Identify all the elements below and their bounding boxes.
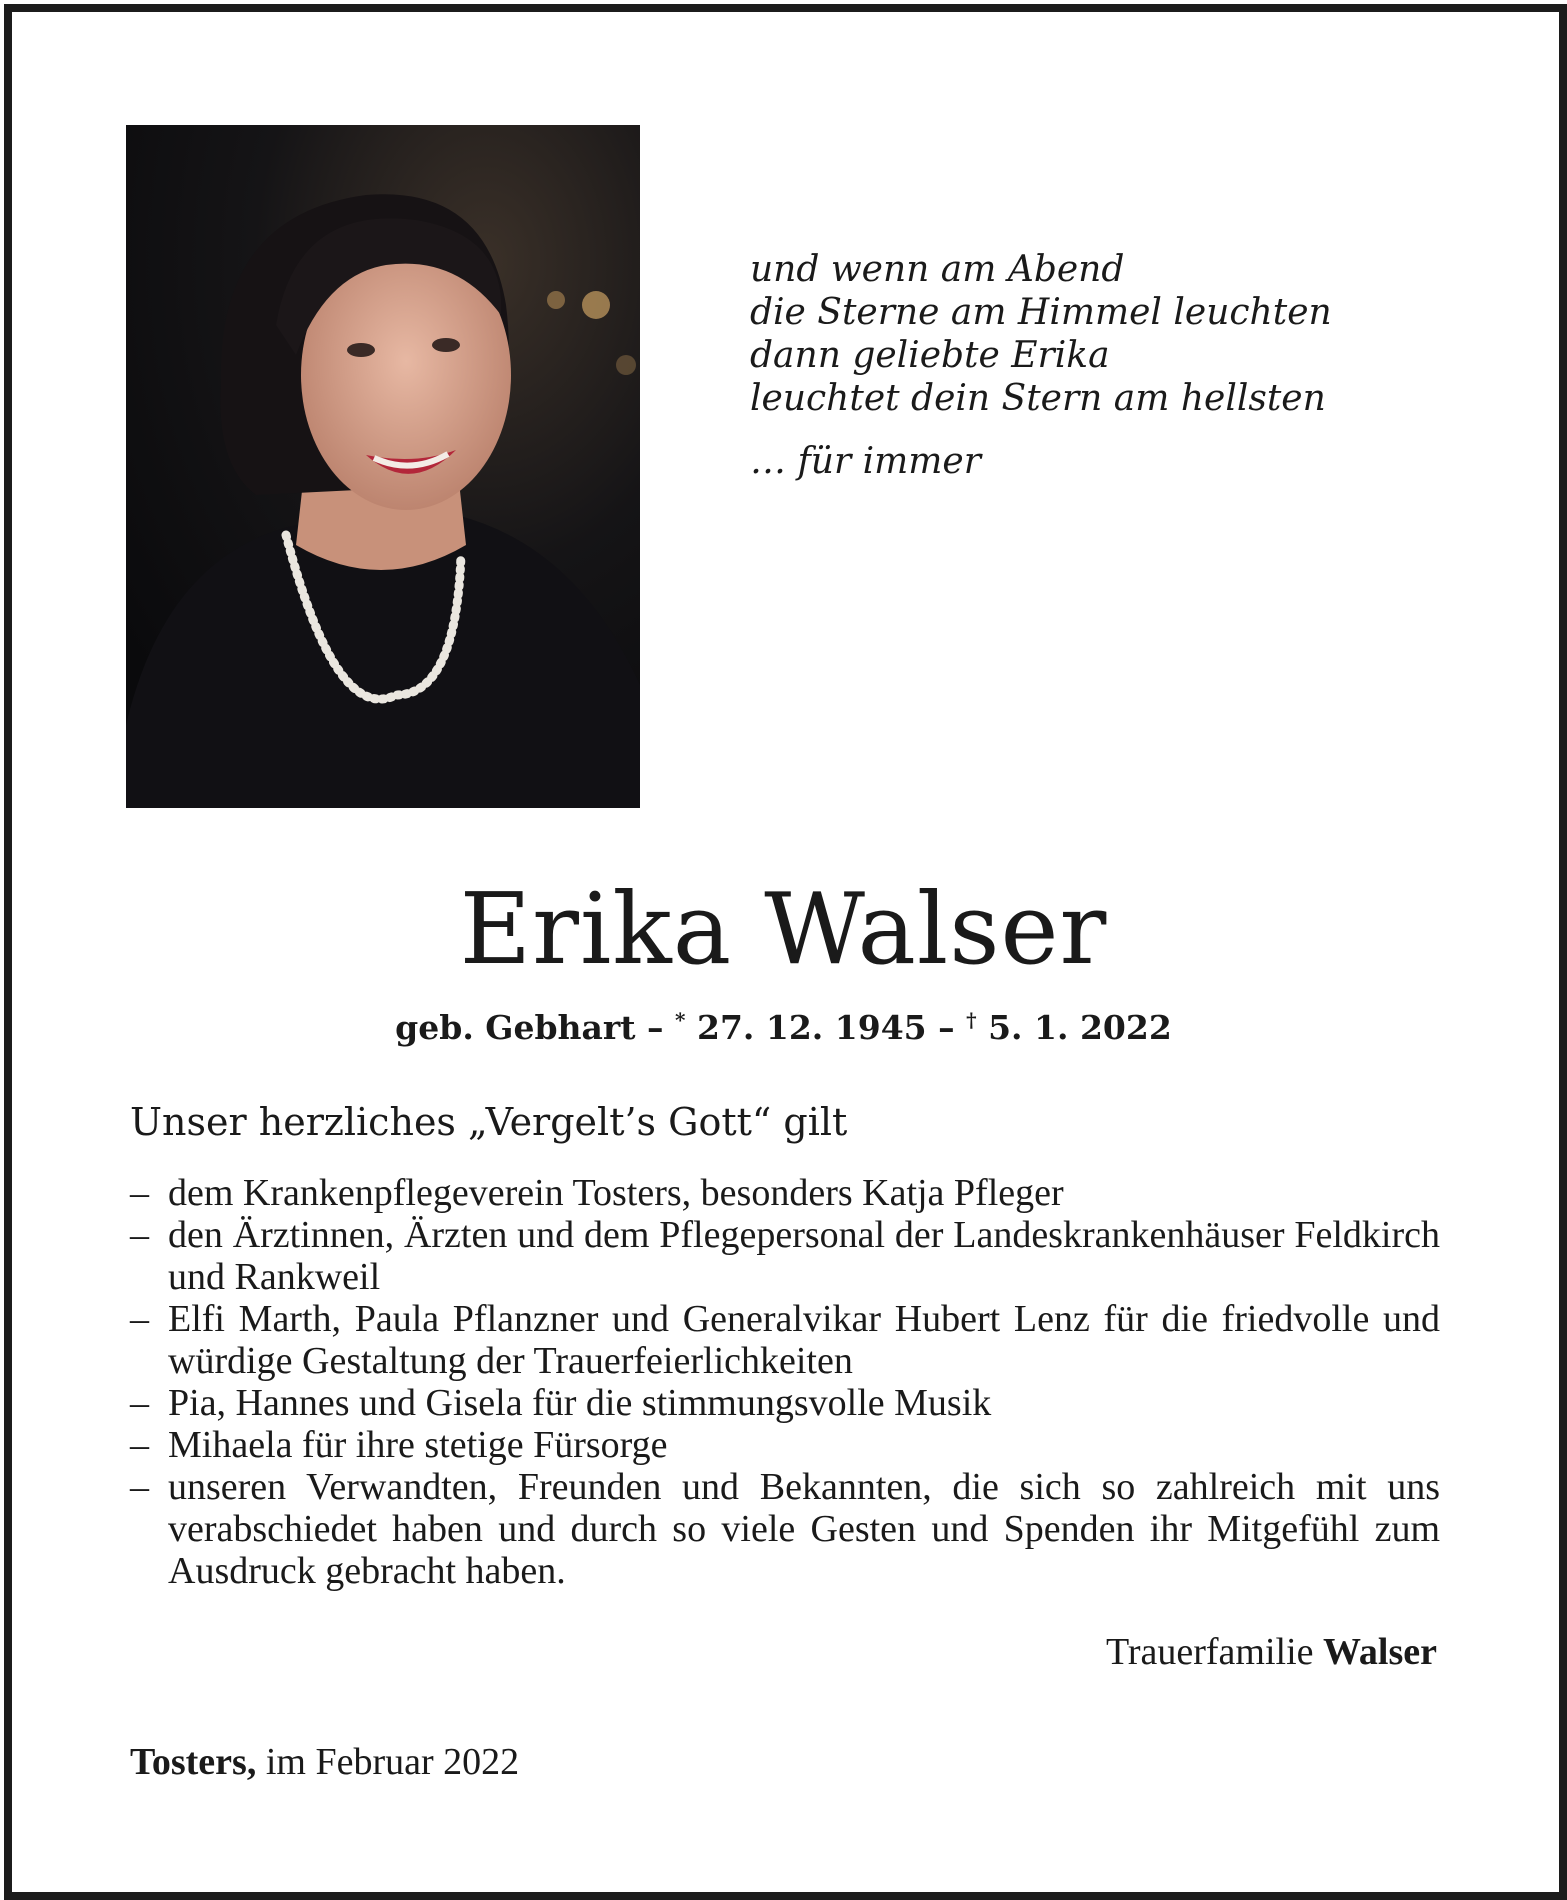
deceased-name: Erika Walser: [459, 873, 1108, 987]
list-item-text: Elfi Marth, Paula Pflanzner und Generalvikar Hubert Lenz für die friedvolle und würdige Gestaltung der Trauerfeierlichkeiten: [168, 1298, 1440, 1382]
poem-line: die Sterne am Himmel leuchten: [750, 292, 1332, 333]
signature-prefix: Trauerfamilie: [1105, 1631, 1324, 1673]
list-item: [130, 1382, 1440, 1424]
family-signature: [1106, 1628, 1437, 1676]
dash-bullet: –: [130, 1424, 149, 1466]
list-item-text: Mihaela für ihre stetige Fürsorge: [168, 1424, 668, 1466]
portrait-photo: [126, 125, 640, 808]
birth-date: 27. 12. 1945 –: [685, 1008, 967, 1047]
death-cross-icon: †: [966, 1008, 977, 1032]
town-name: Tosters,: [130, 1741, 257, 1783]
memorial-poem: [750, 248, 1370, 483]
thanks-heading: Unser herzliches „Vergelt’s Gott“ gilt: [130, 1100, 848, 1144]
list-item-text: unseren Verwandten, Freunden und Bekannten, die sich so zahlreich mit uns verabschiedet haben und durch so viele Gesten und Spenden ihr Mitgefühl zum Ausdruck gebracht haben.: [168, 1466, 1440, 1592]
list-item: [130, 1298, 1440, 1382]
dash-bullet: –: [130, 1382, 149, 1424]
death-date: 5. 1. 2022: [976, 1008, 1172, 1047]
maiden-name: geb. Gebhart –: [395, 1008, 676, 1047]
dash-bullet: –: [130, 1298, 149, 1340]
list-item-text: dem Krankenpflegeverein Tosters, besonders Katja Pfleger: [168, 1172, 1064, 1214]
list-item: [130, 1214, 1440, 1298]
dash-bullet: –: [130, 1172, 149, 1214]
list-item-text: den Ärztinnen, Ärzten und dem Pflegepersonal der Landeskrankenhäuser Feldkirch und Rankweil: [168, 1214, 1440, 1298]
portrait-illustration: [126, 125, 640, 808]
list-item: [130, 1424, 1440, 1466]
list-item: [130, 1172, 1440, 1214]
birth-star-icon: *: [675, 1008, 686, 1032]
poem-line: leuchtet dein Stern am hellsten: [750, 378, 1326, 419]
birth-death-dates: [0, 998, 1567, 1050]
dash-bullet: –: [130, 1214, 149, 1256]
list-item: [130, 1466, 1440, 1592]
dash-bullet: –: [130, 1466, 149, 1508]
place-and-date: [130, 1738, 519, 1786]
family-name: Walser: [1323, 1631, 1437, 1673]
poem-line: dann geliebte Erika: [750, 335, 1110, 376]
thanks-list: [130, 1172, 1440, 1592]
list-item-text: Pia, Hannes und Gisela für die stimmungsvolle Musik: [168, 1382, 992, 1424]
poem-line: und wenn am Abend: [750, 249, 1125, 290]
notice-date: im Februar 2022: [256, 1741, 520, 1783]
poem-closing: … für immer: [750, 441, 981, 482]
